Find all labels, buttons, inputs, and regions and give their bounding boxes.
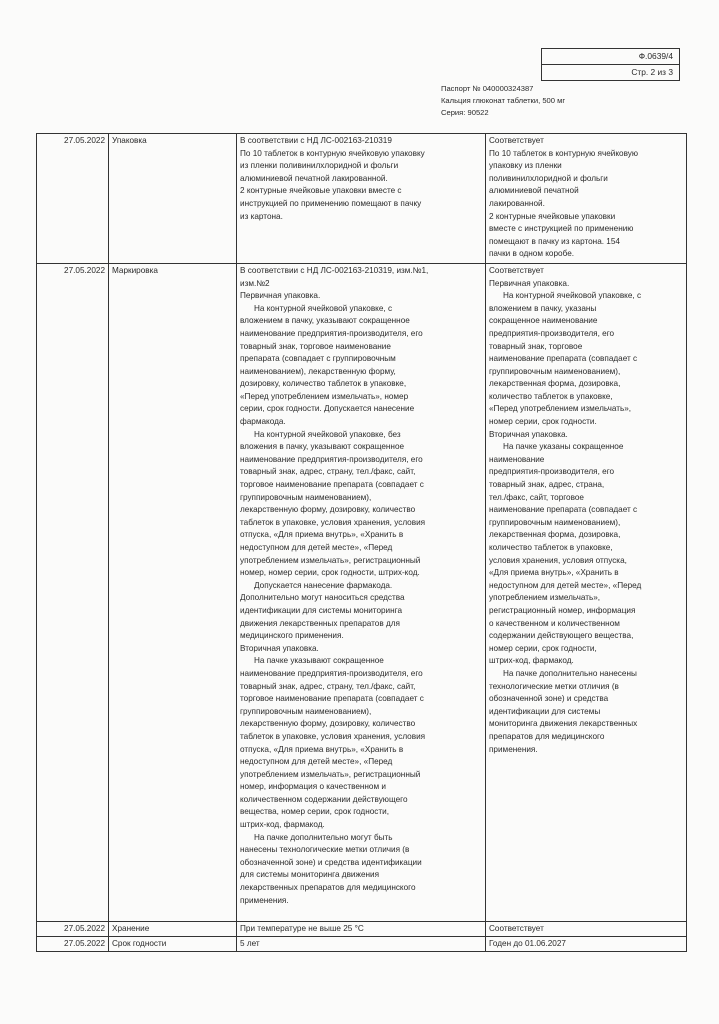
row-result — [486, 263, 687, 921]
text-line: 2 контурные ячейковые упаковки — [489, 211, 616, 221]
row-requirement: 5 лет — [237, 936, 486, 951]
text-line: недоступном для детей месте», «Перед — [240, 543, 393, 552]
text-line: пачки в одном коробе. — [489, 249, 575, 259]
text-line: для системы мониторинга движения — [240, 870, 380, 880]
row-requirement — [237, 263, 486, 921]
text-line: На контурной ячейковой упаковке, с — [254, 303, 393, 313]
text-line: товарный знак, адрес, страну, тел./факс, сайт, — [240, 681, 416, 691]
text-line: «Перед употреблением измельчать», номер — [240, 391, 409, 401]
text-line: По 10 таблеток в контурную ячейковую упаковку — [240, 148, 425, 158]
text-line: мониторинга движения лекарственных — [489, 719, 638, 729]
text-line: применения. — [240, 895, 289, 905]
row-result: Соответствует — [486, 921, 687, 936]
text-line: вложения в пачку, указывают сокращенное — [240, 442, 405, 452]
form-code-box — [541, 48, 680, 81]
row-date: 27.05.2022 — [37, 263, 109, 921]
text-line: недоступном для детей месте», «Перед — [489, 580, 642, 590]
text-line: наименование предприятия-производителя, его — [240, 668, 423, 678]
text-line: наименование препарата (совпадает с — [489, 354, 638, 364]
text-line: употреблением измельчать», регистрационный — [240, 769, 421, 779]
text-line: наименование — [489, 454, 545, 464]
text-line: штрих-код, фармакод. — [240, 820, 325, 830]
text-line: лекарственную форму, дозировку, количество — [240, 719, 416, 729]
text-line: наименование предприятия-производителя, его — [240, 328, 423, 338]
text-line: группировочным наименованием), — [240, 492, 372, 502]
result-text — [489, 265, 683, 756]
text-line: группировочным наименованием), — [489, 366, 621, 376]
text-line: применения. — [489, 744, 538, 754]
text-line: условия хранения, условия отпуска, — [489, 555, 627, 565]
text-line: алюминиевой печатной лакированной. — [240, 173, 388, 183]
text-line: технологические метки отличия (в — [489, 681, 619, 691]
text-line: вещества, номер серии, срок годности, — [240, 807, 389, 817]
row-date: 27.05.2022 — [37, 921, 109, 936]
row-result: Годен до 01.06.2027 — [486, 936, 687, 951]
text-line: Соответствует — [489, 136, 544, 145]
row-date: 27.05.2022 — [37, 134, 109, 264]
text-line: предприятия-производителя, его — [489, 467, 615, 477]
text-line: отпуска, «Для приема внутрь», «Хранить в — [240, 530, 404, 540]
text-line: группировочным наименованием), — [240, 706, 372, 716]
text-line: регистрационный номер, информация — [489, 605, 636, 615]
text-line: На пачке указывают сокращенное — [254, 656, 384, 666]
text-line: сокращенное наименование — [489, 316, 598, 326]
text-line: вместе с инструкцией по применению — [489, 224, 634, 234]
text-line: номер серии, срок годности. — [489, 417, 597, 427]
text-line: препарата (совпадает с группировочным — [240, 354, 396, 364]
text-line: количество таблеток в упаковке, — [489, 391, 613, 401]
text-line: 2 контурные ячейковые упаковки вместе с — [240, 186, 402, 196]
test-results-table — [36, 133, 687, 952]
text-line: номер, номер серии, срок годности, штрих-код. — [240, 568, 420, 578]
text-line: По 10 таблеток в контурную ячейковую — [489, 148, 639, 158]
text-line: медицинского применения. — [240, 631, 344, 641]
result-text — [489, 135, 683, 261]
text-line: Допускается нанесение фармакода. — [254, 580, 393, 590]
text-line: таблеток в упаковке, условия хранения, условия — [240, 731, 426, 741]
text-line: отпуска, «Для приема внутрь», «Хранить в — [240, 744, 404, 754]
text-line: нанесены технологические метки отличия (в — [240, 845, 410, 855]
text-line: препаратов для медицинского — [489, 731, 605, 741]
text-line: группировочным наименованием), — [489, 517, 621, 527]
text-line: недоступном для детей месте», «Перед — [240, 757, 393, 767]
text-line: предприятия-производителя, его — [489, 328, 615, 338]
text-line: «Для приема внутрь», «Хранить в — [489, 568, 619, 578]
row-parameter: Срок годности — [109, 936, 237, 951]
text-line: На контурной ячейковой упаковке, без — [254, 429, 401, 439]
text-line: На контурной ячейковой упаковке, с — [503, 291, 642, 301]
product-name: Кальция глюконат таблетки, 500 мг — [441, 96, 566, 105]
row-requirement: При температуре не выше 25 °С — [237, 921, 486, 936]
text-line: «Перед употреблением измельчать», — [489, 404, 632, 414]
text-line: серии, срок годности. Допускается нанесение — [240, 404, 415, 414]
text-line: В соответствии с НД ЛС-002163-210319 — [240, 136, 392, 145]
table-row-marking — [37, 263, 687, 921]
passport-header — [441, 83, 565, 119]
text-line: употреблением измельчать», регистрационный — [240, 555, 421, 565]
row-requirement — [237, 134, 486, 264]
text-line: На пачке указаны сокращенное — [503, 442, 624, 452]
text-line: о качественном и количественном — [489, 618, 620, 628]
text-line: таблеток в упаковке, условия хранения, условия — [240, 517, 426, 527]
text-line: товарный знак, адрес, страна, — [489, 480, 605, 490]
batch-series: Серия: 90522 — [441, 108, 489, 117]
text-line: лакированной. — [489, 198, 545, 208]
text-line: штрих-код, фармакод. — [489, 656, 574, 666]
row-parameter: Упаковка — [109, 134, 237, 264]
text-line: Вторичная упаковка. — [489, 429, 568, 439]
text-line: товарный знак, торговое — [489, 341, 583, 351]
text-line: На пачке дополнительно нанесены — [503, 668, 637, 678]
text-line: инструкцией по применению помещают в пачку — [240, 198, 422, 208]
text-line: идентификации для системы мониторинга — [240, 605, 403, 615]
text-line: содержании действующего вещества, — [489, 631, 634, 641]
row-parameter: Хранение — [109, 921, 237, 936]
text-line: из пленки поливинилхлоридной и фольги — [240, 161, 399, 171]
table-row-shelf-life — [37, 936, 687, 951]
text-line: обозначенной зоне) и средства — [489, 694, 609, 704]
requirement-text — [240, 135, 482, 223]
text-line: вложением в пачку, указывают сокращенное — [240, 316, 410, 326]
text-line: торговое наименование препарата (совпадает с — [240, 480, 424, 490]
text-line: номер, информация о качественном и — [240, 782, 386, 792]
text-line: употреблением измельчать», — [489, 593, 601, 603]
table-row-packaging — [37, 134, 687, 264]
text-line: изм.№2 — [240, 278, 270, 288]
text-line: наименование препарата (совпадает с — [489, 505, 638, 515]
passport-number: Паспорт № 040000324387 — [441, 84, 534, 93]
text-line: обозначенной зоне) и средства идентификации — [240, 857, 422, 867]
text-line: лекарственную форму, дозировку, количество — [240, 505, 416, 515]
text-line: алюминиевой печатной — [489, 186, 579, 196]
row-date: 27.05.2022 — [37, 936, 109, 951]
text-line: Первичная упаковка. — [240, 291, 321, 301]
text-line: товарный знак, адрес, страну, тел./факс, сайт, — [240, 467, 416, 477]
text-line: движения лекарственных препаратов для — [240, 618, 400, 628]
text-line: Вторичная упаковка. — [240, 643, 319, 653]
page-number: Стр. 2 из 3 — [542, 64, 679, 80]
text-line: количество таблеток в упаковке, — [489, 543, 613, 552]
text-line: наименованием), лекарственную форму, — [240, 366, 396, 376]
text-line: торговое наименование препарата (совпадает с — [240, 694, 424, 704]
text-line: товарный знак, торговое наименование — [240, 341, 391, 351]
row-result — [486, 134, 687, 264]
text-line: номер серии, срок годности, — [489, 643, 597, 653]
text-line: идентификации для системы — [489, 706, 601, 716]
row-parameter: Маркировка — [109, 263, 237, 921]
text-line: помещают в пачку из картона. 154 — [489, 236, 620, 246]
text-line: тел./факс, сайт, торговое — [489, 492, 584, 502]
text-line: Первичная упаковка. — [489, 278, 570, 288]
text-line: количественном содержании действующего — [240, 794, 408, 804]
text-line: Дополнительно могут наноситься средства — [240, 593, 405, 603]
text-line: Соответствует — [489, 265, 544, 275]
text-line: упаковку из пленки — [489, 161, 562, 171]
text-line: В соответствии с НД ЛС-002163-210319, изм.№1, — [240, 265, 429, 275]
text-line: из картона. — [240, 211, 283, 221]
text-line: фармакода. — [240, 417, 286, 427]
text-line: дозировку, количество таблеток в упаковке, — [240, 379, 407, 389]
table-row-storage — [37, 921, 687, 936]
text-line: поливинилхлоридной и фольги — [489, 173, 608, 183]
text-line: вложением в пачку, указаны — [489, 303, 597, 313]
text-line: лекарственная форма, дозировка, — [489, 379, 621, 389]
requirement-text — [240, 265, 482, 907]
text-line: лекарственных препаратов для медицинского — [240, 883, 416, 893]
text-line: наименование предприятия-производителя, его — [240, 454, 423, 464]
text-line: лекарственная форма, дозировка, — [489, 530, 621, 540]
text-line: На пачке дополнительно могут быть — [254, 832, 393, 842]
form-code: Ф.0639/4 — [638, 51, 673, 61]
